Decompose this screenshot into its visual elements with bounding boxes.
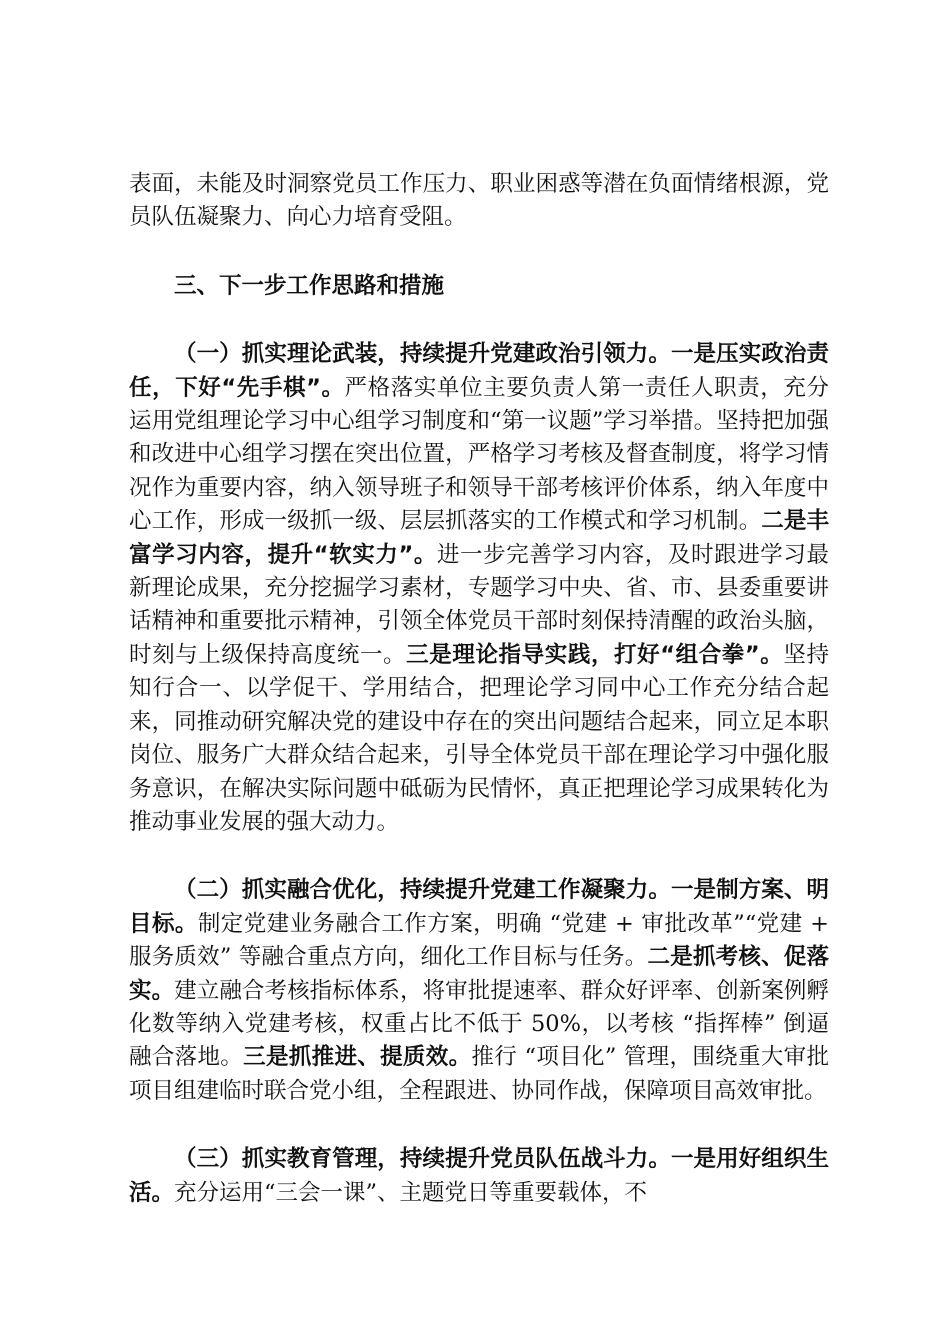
- body-text: 建立融合考核指标体系，将审批提速率、群众好评率、创新案例孵化数等纳入党建考核，权重占比不低于 50%，以考核 “指挥棒” 倒逼融合落地。: [129, 977, 829, 1071]
- body-text: 推行 “项目化” 管理，围绕重大审批项目组建临时联合党小组，全程跟进、协同作战，保障项目高效审批。: [129, 1044, 829, 1104]
- paragraph-gap: [129, 1108, 829, 1143]
- bold-point: 二是丰富学习内容，提升“软实力”。: [129, 508, 829, 568]
- body-text: 进一步完善学习内容，及时跟进学习最新理论成果，充分挖掘学习素材，专题学习中央、省、市、县委重要讲话精神和重要批示精神，引领全体党员干部时刻保持清醒的政治头脑，时刻与上级保持高度统一。: [129, 541, 829, 668]
- paragraph-gap: [129, 839, 829, 874]
- bold-lead: （一）抓实理论武装，持续提升党建政治引领力。一是压实政治责任，下好“先手棋”。: [129, 341, 829, 401]
- paragraph-gap: [129, 303, 829, 338]
- body-text: 严格落实单位主要负责人第一责任人职责，充分运用党组理论学习中心组学习制度和“第一议题”学习举措。坚持把加强和改进中心组学习摆在突出位置，严格学习考核及督查制度，将学习情况作为重要内容，纳入领导班子和领导干部考核评价体系，纳入年度中心工作，形成一级抓一级、层层抓落实的工作模式和学习机制。: [129, 374, 829, 535]
- bold-point: 三是理论指导实践，打好“组合拳”。: [406, 641, 784, 668]
- paragraph-theory-arming: [129, 338, 829, 839]
- bold-lead: （三）抓实教育管理，持续提升党员队伍战斗力。一是用好组织生活。: [129, 1146, 829, 1206]
- bold-point: 三是抓推进、提质效。: [243, 1044, 472, 1071]
- section-heading: 三、下一步工作思路和措施: [174, 272, 445, 299]
- paragraph-integration: [129, 874, 829, 1108]
- bold-point: 二是抓考核、促落实。: [129, 944, 829, 1004]
- paragraph-education: [129, 1143, 829, 1210]
- body-text: 制定党建业务融合工作方案，明确 “党建 + 审批改革”“党建 + 服务质效” 等融合重点方向，细化工作目标与任务。: [129, 910, 829, 971]
- body-text: 坚持知行合一、以学促干、学用结合，把理论学习同中心工作充分结合起来，同推动研究解决党的建设中存在的突出问题结合起来，同立足本职岗位、服务广大群众结合起来，引导全体党员干部在理论学习中强化服务意识，在解决实际问题中砥砺为民情怀，真正把理论学习成果转化为推动事业发展的强大动力。: [129, 641, 829, 835]
- paragraph-gap: [129, 235, 829, 270]
- body-text: 充分运用“三会一课”、主题党日等重要载体，不: [174, 1179, 648, 1206]
- bold-lead: （二）抓实融合优化，持续提升党建工作凝聚力。一是制方案、明目标。: [129, 877, 829, 937]
- document-page: [129, 168, 829, 1210]
- paragraph-continuation: 表面，未能及时洞察党员工作压力、职业困惑等潜在负面情绪根源，党员队伍凝聚力、向心力培育受阻。: [129, 171, 829, 231]
